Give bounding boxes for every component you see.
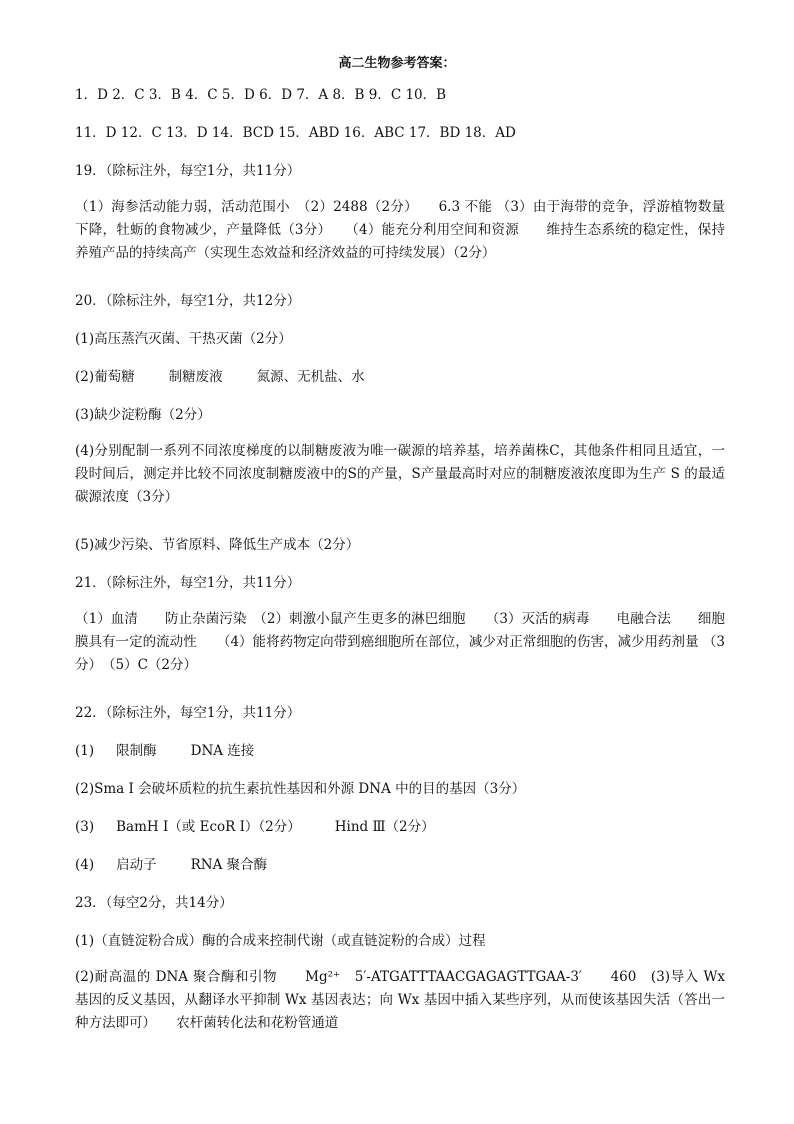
q19-heading: 19．（除标注外，每空1分，共11分） <box>75 163 301 179</box>
q23-heading: 23．（每空2分，共14分） <box>75 895 233 911</box>
q22-part3-number: (3) <box>75 819 95 835</box>
q22-part4 <box>75 856 725 874</box>
q20-part4: (4)分别配制一系列不同浓度梯度的以制糖废液为唯一碳源的培养基，培养菌株C，其他条件相同且适宜，一段时间后，测定并比较不同浓度制糖废液中的S的产量，S产量最高时对应的制糖废液浓度即为生产 S 的最适碳源浓度（3分） <box>75 443 725 505</box>
mc-answers-11-18: 11．D 12．C 13．D 14．BCD 15．ABD 16．ABC 17．BD 18．AD <box>75 125 516 141</box>
mc-answers-1-10: 1．D 2．C 3．B 4．C 5．D 6．D 7．A 8．B 9．C 10．B <box>75 87 447 103</box>
q22-part3-answer-a: BamH Ⅰ（或 EcoR Ⅰ）（2分） <box>116 819 301 835</box>
q20-part2-answer-a: (2)葡萄糖 <box>75 369 135 385</box>
q22-part3-answer-b: Hind Ⅲ（2分） <box>334 819 435 835</box>
q22-part1-number: (1) <box>75 743 95 759</box>
q20-part2-answer-b: 制糖废液 <box>168 369 223 385</box>
q23-part1: (1)（直链淀粉合成）酶的合成来控制代谢（或直链淀粉的合成）过程 <box>75 933 486 949</box>
q22-part4-answer-a: 启动子 <box>116 857 157 873</box>
q22-part4-number: (4) <box>75 857 95 873</box>
q20-part1: (1)高压蒸汽灭菌、干热灭菌（2分） <box>75 331 292 347</box>
q22-part2: (2)Sma I 会破坏质粒的抗生素抗性基因和外源 DNA 中的目的基因（3分） <box>75 781 526 797</box>
q22-heading: 22．（除标注外，每空1分，共11分） <box>75 705 301 721</box>
q22-part4-answer-b: RNA 聚合酶 <box>190 857 268 873</box>
q22-part1 <box>75 742 725 760</box>
q20-part2-answer-c: 氮源、无机盐、水 <box>256 369 365 385</box>
q22-part1-answer-a: 限制酶 <box>116 743 157 759</box>
q19-answer: （1）海参活动能力弱，活动范围小 （2）2488（2分） 6.3 不能 （3）由于海带的竞争，浮游植物数量下降，牡蛎的食物减少，产量降低（3分） （4）能充分利用空间和资源 维持生态系统的稳定性，保持养殖产品的持续高产（实现生态效益和经济效益的可持续发展）（2分） <box>75 199 725 261</box>
q22-part3 <box>75 818 725 836</box>
q20-part5: (5)减少污染、节省原料、降低生产成本（2分） <box>75 537 360 553</box>
q20-heading: 20．（除标注外，每空1分，共12分） <box>75 293 301 309</box>
q23-part2-3: (2)耐高温的 DNA 聚合酶和引物 Mg²⁺ 5′-ATGATTTAACGAGAGTTGAA-3′ 460 (3)导入 Wx 基因的反义基因，从翻译水平抑制 Wx 基因表达；向 Wx 基因中插入某些序列，从而使该基因失活（答出一种方法即可） 农杆菌转化法和花粉管通道 <box>75 969 725 1031</box>
page-title: 高二生物参考答案： <box>338 56 456 71</box>
q22-part1-answer-b: DNA 连接 <box>190 743 255 759</box>
q20-part2 <box>75 368 725 386</box>
q21-heading: 21．（除标注外，每空1分，共11分） <box>75 575 301 591</box>
q20-part3: (3)缺少淀粉酶（2分） <box>75 407 211 423</box>
q21-answer: （1）血清 防止杂菌污染 （2）刺激小鼠产生更多的淋巴细胞 （3）灭活的病毒 电融合法 细胞膜具有一定的流动性 （4）能将药物定向带到癌细胞所在部位，减少对正常细胞的伤害，减少用药剂量 （3分） （5）C（2分） <box>75 611 725 673</box>
